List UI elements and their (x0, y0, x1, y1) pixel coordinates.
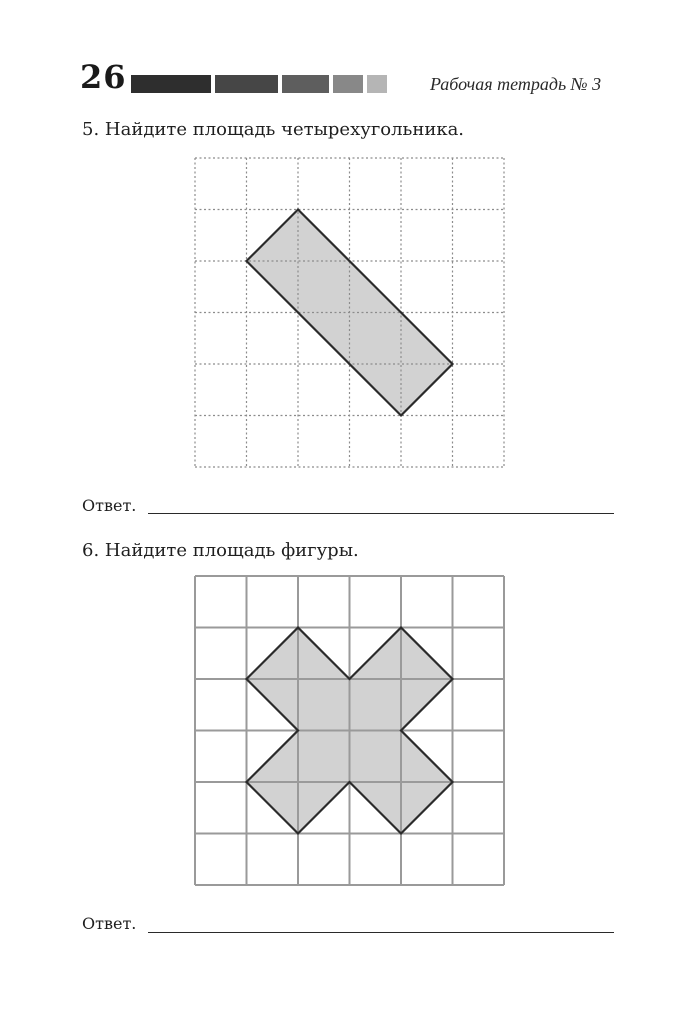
task-6-answer-line[interactable] (148, 932, 614, 933)
task-5-figure (190, 153, 510, 473)
header-bar-segment-3 (282, 75, 329, 93)
header-bar-segment-5 (367, 75, 387, 93)
task-6-figure (190, 572, 510, 888)
page-number: 26 (80, 58, 127, 96)
header-bar-segment-4 (333, 75, 363, 93)
task-5-answer-label: Ответ. (82, 496, 137, 515)
workbook-title: Рабочая тетрадь № 3 (430, 74, 602, 94)
task-5-question: 5. Найдите площадь четырехугольника. (82, 119, 465, 140)
header-bar-segment-1 (131, 75, 211, 93)
header-bar-segment-2 (215, 75, 278, 93)
task-5-answer-line[interactable] (148, 513, 614, 514)
task-6-answer-label: Ответ. (82, 914, 137, 933)
task-6-question: 6. Найдите площадь фигуры. (82, 540, 359, 561)
